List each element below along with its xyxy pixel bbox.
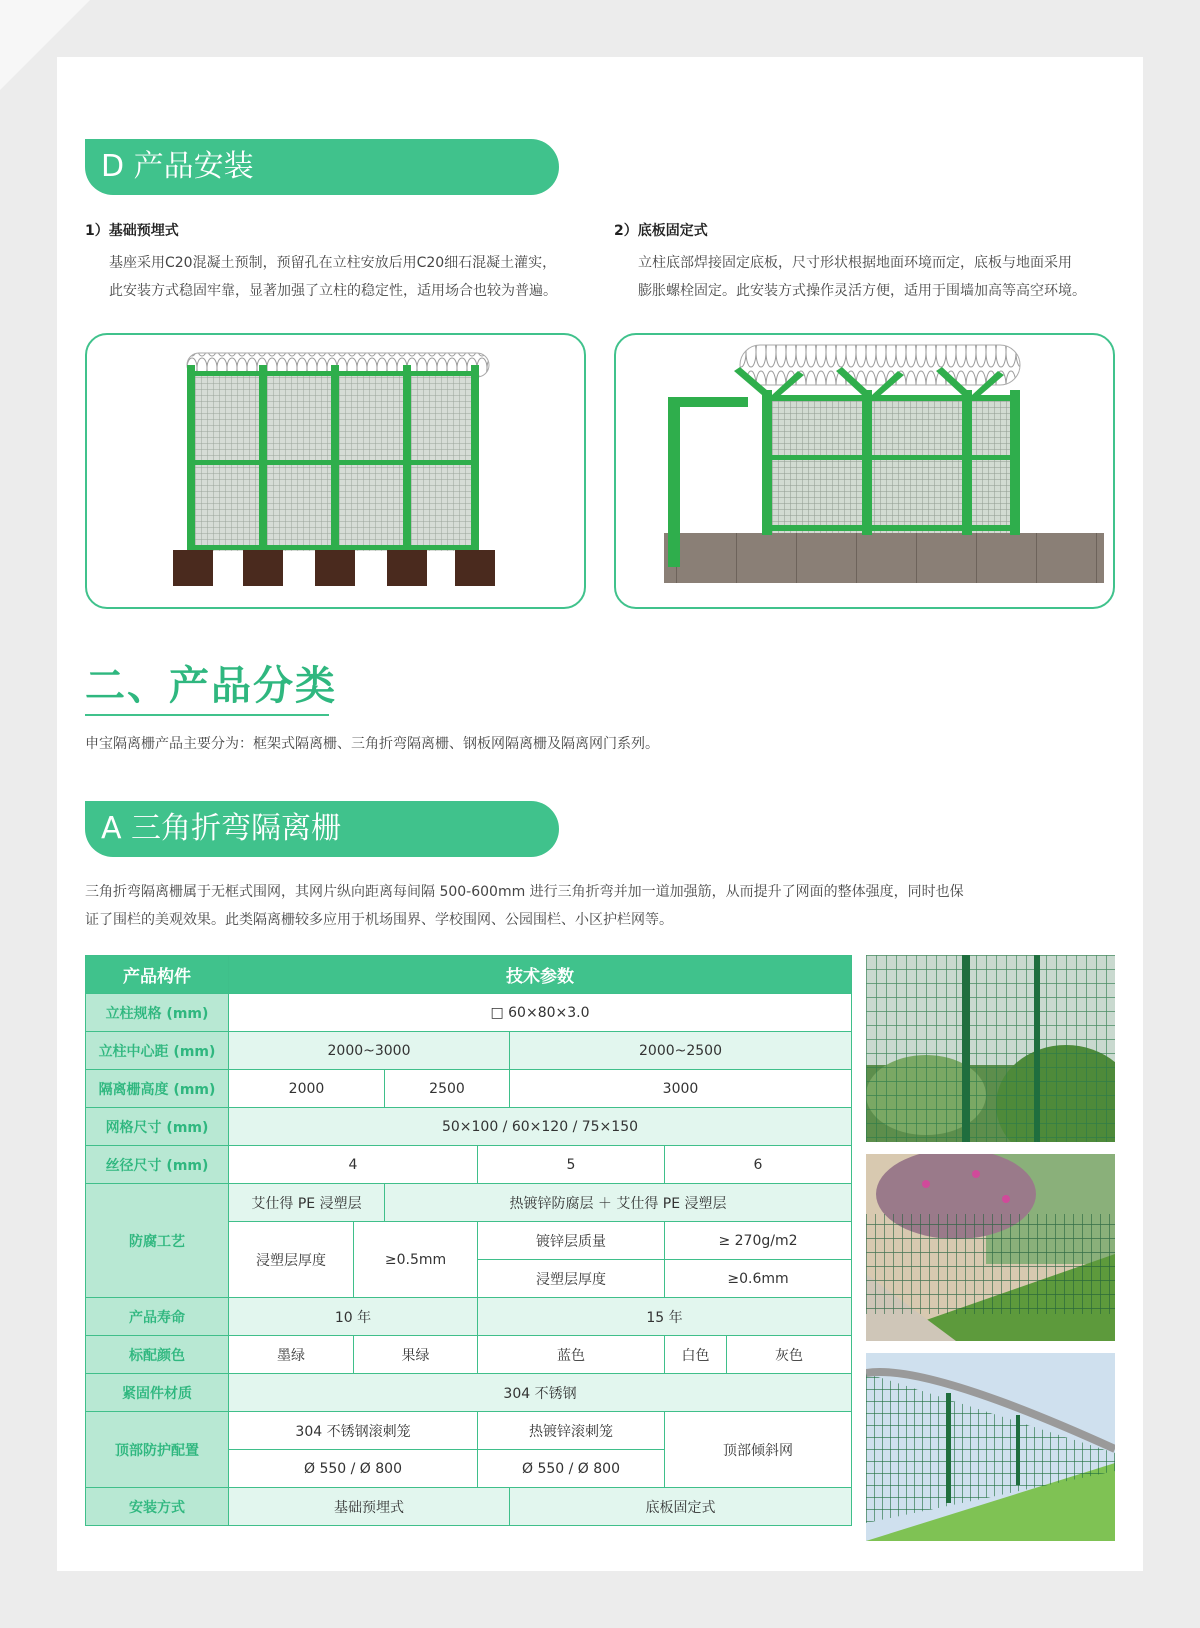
fence-photo-3-drawing (866, 1353, 1115, 1541)
table-cell: 果绿 (354, 1336, 478, 1374)
table-cell: 2000 (229, 1070, 385, 1108)
table-row (86, 1146, 852, 1184)
table-row (86, 1336, 852, 1374)
table-cell: 3000 (510, 1070, 852, 1108)
table-row (86, 1184, 852, 1222)
table-cell: 灰色 (727, 1336, 852, 1374)
row-label: 标配颜色 (86, 1336, 229, 1374)
table-cell: 50×100 / 60×120 / 75×150 (229, 1108, 852, 1146)
table-cell: 2000~3000 (229, 1032, 510, 1070)
method1-description (109, 249, 599, 305)
method2-heading: 2）底板固定式 (614, 223, 708, 239)
table-cell: 蓝色 (478, 1336, 665, 1374)
table-cell: 4 (229, 1146, 478, 1184)
table-cell: 浸塑层厚度 (229, 1222, 354, 1298)
table-cell: 304 不锈钢滚刺笼 (229, 1412, 478, 1450)
table-cell: 艾仕得 PE 浸塑层 (229, 1184, 385, 1222)
embedded-fence-illustration (87, 335, 584, 607)
table-row (86, 1070, 852, 1108)
row-label: 立柱中心距 (mm) (86, 1032, 229, 1070)
table-cell: 10 年 (229, 1298, 478, 1336)
table-header-row (86, 956, 852, 994)
row-label: 顶部防护配置 (86, 1412, 229, 1488)
section-d-title: D 产品安装 (85, 139, 559, 195)
section-a-title: A 三角折弯隔离栅 (85, 801, 559, 857)
table-cell: 热镀锌防腐层 ＋ 艾仕得 PE 浸塑层 (385, 1184, 852, 1222)
method1-heading: 1）基础预埋式 (85, 223, 179, 239)
row-label: 网格尺寸 (mm) (86, 1108, 229, 1146)
table-cell: 2000~2500 (510, 1032, 852, 1070)
fence-photo-1-drawing (866, 955, 1115, 1142)
table-cell: 2500 (385, 1070, 510, 1108)
table-cell: 镀锌层质量 (478, 1222, 665, 1260)
row-label: 丝径尺寸 (mm) (86, 1146, 229, 1184)
row-label: 防腐工艺 (86, 1184, 229, 1298)
table-cell: 6 (665, 1146, 852, 1184)
table-cell: ≥ 270g/m2 (665, 1222, 852, 1260)
header-params: 技术参数 (229, 956, 852, 994)
table-cell: □ 60×80×3.0 (229, 994, 852, 1032)
method1-line1: 基座采用C20混凝土预制，预留孔在立柱安放后用C20细石混凝土灌实， (109, 255, 557, 271)
table-cell: 15 年 (478, 1298, 852, 1336)
table-cell: ≥0.5mm (354, 1222, 478, 1298)
spec-table (85, 955, 852, 1526)
table-row (86, 1488, 852, 1526)
table-row (86, 1298, 852, 1336)
base-plate-fence-illustration (616, 335, 1113, 607)
base-plate-image (614, 333, 1115, 609)
table-cell: 顶部倾斜网 (665, 1412, 852, 1488)
table-row (86, 1412, 852, 1450)
row-label: 产品寿命 (86, 1298, 229, 1336)
fence-photo-1 (866, 955, 1115, 1142)
table-row (86, 994, 852, 1032)
fence-photo-2 (866, 1154, 1115, 1341)
table-cell: 白色 (665, 1336, 727, 1374)
header-component: 产品构件 (86, 956, 229, 994)
table-cell: 热镀锌滚刺笼 (478, 1412, 665, 1450)
section-a-desc-line2: 证了围栏的美观效果。此类隔离栅较多应用于机场围界、学校围网、公园围栏、小区护栏网等。 (85, 912, 673, 928)
table-row (86, 1108, 852, 1146)
table-cell: 304 不锈钢 (229, 1374, 852, 1412)
fence-photo-3 (866, 1353, 1115, 1541)
embedded-foundation-image (85, 333, 586, 609)
row-label: 立柱规格 (mm) (86, 994, 229, 1032)
method2-line2: 膨胀螺栓固定。此安装方式操作灵活方便，适用于围墙加高等高空环境。 (638, 283, 1086, 299)
classification-intro: 申宝隔离栅产品主要分为：框架式隔离栅、三角折弯隔离栅、钢板网隔离栅及隔离网门系列。 (85, 736, 659, 752)
table-cell: 底板固定式 (510, 1488, 852, 1526)
table-cell: 墨绿 (229, 1336, 354, 1374)
section-a-description (85, 878, 1115, 934)
method2-description (638, 249, 1128, 305)
heading-underline (85, 714, 329, 716)
section-a-desc-line1: 三角折弯隔离栅属于无框式围网，其网片纵向距离每间隔 500-600mm 进行三角折弯并加一道加强筋，从而提升了网面的整体强度，同时也保 (85, 884, 964, 900)
method2-line1: 立柱底部焊接固定底板，尺寸形状根据地面环境而定，底板与地面采用 (638, 255, 1072, 271)
table-cell: Ø 550 / Ø 800 (478, 1450, 665, 1488)
table-row (86, 1374, 852, 1412)
row-label: 隔离栅高度 (mm) (86, 1070, 229, 1108)
row-label: 紧固件材质 (86, 1374, 229, 1412)
table-row (86, 1032, 852, 1070)
table-cell: 基础预埋式 (229, 1488, 510, 1526)
table-cell: 5 (478, 1146, 665, 1184)
row-label: 安装方式 (86, 1488, 229, 1526)
table-cell: 浸塑层厚度 (478, 1260, 665, 1298)
product-classification-heading: 二、产品分类 (85, 663, 337, 709)
table-cell: ≥0.6mm (665, 1260, 852, 1298)
table-cell: Ø 550 / Ø 800 (229, 1450, 478, 1488)
fence-photo-2-drawing (866, 1154, 1115, 1341)
method1-line2: 此安装方式稳固牢靠，显著加强了立柱的稳定性，适用场合也较为普遍。 (109, 283, 557, 299)
